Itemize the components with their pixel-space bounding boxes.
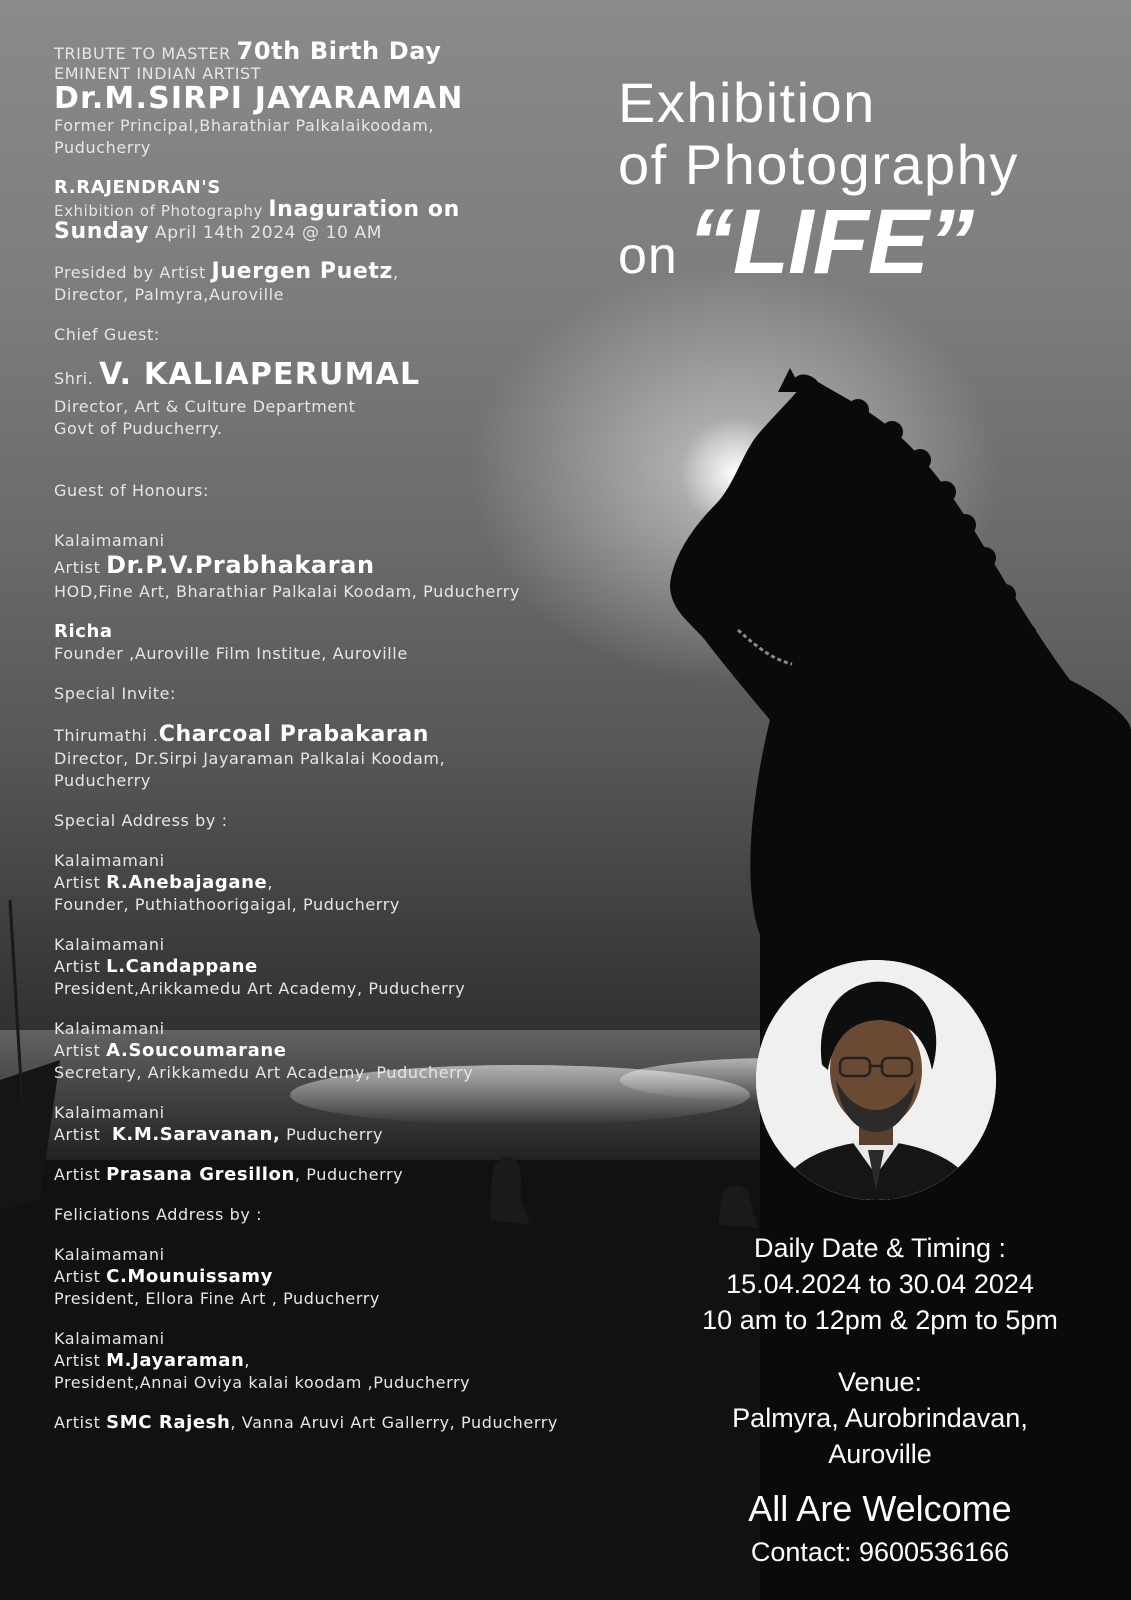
title-line-2: of Photography: [618, 133, 1019, 196]
addr1-role: Founder, Puthiathoorigaigal, Puducherry: [54, 895, 400, 914]
presided-line: Presided by Artist Juergen Puetz,: [54, 259, 399, 284]
addr3-role: Secretary, Arikkamedu Art Academy, Puducherry: [54, 1063, 474, 1082]
fel2-role: President,Annai Oviya kalai koodam ,Puducherry: [54, 1373, 471, 1392]
chief-guest-label: Chief Guest:: [54, 325, 160, 344]
addr2-title: Kalaimamani: [54, 935, 165, 954]
venue-line-1: Palmyra, Aurobrindavan,: [732, 1403, 1028, 1433]
guest1-line: Artist Dr.P.V.Prabhakaran: [54, 551, 375, 579]
venue-line-2: Auroville: [828, 1439, 932, 1469]
exhibition-line: Exhibition of Photography Inaguration on: [54, 197, 460, 222]
addr3-title: Kalaimamani: [54, 1019, 165, 1038]
exhibition-title: [618, 72, 1019, 302]
guests-label: Guest of Honours:: [54, 481, 209, 500]
fel1-line: Artist C.Mounuissamy: [54, 1266, 273, 1287]
invite-role-1: Director, Dr.Sirpi Jayaraman Palkalai Koodam,: [54, 749, 446, 768]
fel1-role: President, Ellora Fine Art , Puducherry: [54, 1289, 381, 1308]
invite-line: Thirumathi .Charcoal Prabakaran: [54, 722, 430, 747]
special-address-label: Special Address by :: [54, 811, 228, 830]
tribute-highlight: 70th Birth Day: [236, 37, 442, 65]
exhibitor-name: R.RAJENDRAN'S: [54, 177, 221, 198]
credits-column: [54, 37, 614, 1434]
fel3-line: Artist SMC Rajesh, Vanna Aruvi Art Gallerry, Puducherry: [54, 1412, 558, 1433]
invite-role-2: Puducherry: [54, 771, 151, 790]
addr3-line: Artist A.Soucoumarane: [54, 1040, 287, 1061]
guest2-role: Founder ,Auroville Film Institue, Auroville: [54, 644, 408, 663]
addr1-title: Kalaimamani: [54, 851, 165, 870]
addr1-line: Artist R.Anebajagane,: [54, 872, 274, 893]
special-invite-label: Special Invite:: [54, 684, 177, 703]
chief-guest-line: Shri. V. KALIAPERUMAL: [54, 357, 421, 392]
fel1-title: Kalaimamani: [54, 1245, 165, 1264]
schedule-block: [670, 1230, 1090, 1338]
guest1-role: HOD,Fine Art, Bharathiar Palkalai Koodam, Puducherry: [54, 582, 521, 601]
honoree-role-1: Former Principal,Bharathiar Palkalaikoodam,: [54, 116, 435, 135]
title-life: “LIFE”: [687, 191, 974, 293]
chief-guest-role-1: Director, Art & Culture Department: [54, 397, 356, 416]
welcome-text: All Are Welcome: [748, 1488, 1012, 1529]
tribute-line: TRIBUTE TO MASTER 70th Birth Day: [54, 37, 442, 65]
fel2-line: Artist M.Jayaraman,: [54, 1350, 251, 1371]
contact-text: Contact: 9600536166: [750, 1537, 1010, 1567]
eminent-line: EMINENT INDIAN ARTIST: [54, 64, 262, 83]
chief-guest-role-2: Govt of Puducherry.: [54, 419, 223, 438]
addr4-line: Artist K.M.Saravanan, Puducherry: [54, 1124, 384, 1145]
addr2-line: Artist L.Candappane: [54, 956, 258, 977]
artist-portrait: [756, 960, 996, 1200]
presided-role: Director, Palmyra,Auroville: [54, 285, 285, 304]
felicitations-label: Feliciations Address by :: [54, 1205, 263, 1224]
honoree-name: Dr.M.SIRPI JAYARAMAN: [54, 81, 464, 116]
honoree-role-2: Puducherry: [54, 138, 151, 157]
guest1-title: Kalaimamani: [54, 531, 165, 550]
schedule-dates: 15.04.2024 to 30.04 2024: [726, 1269, 1034, 1299]
guest2-name: Richa: [54, 621, 113, 642]
date-line: Sunday April 14th 2024 @ 10 AM: [54, 219, 382, 244]
addr5-line: Artist Prasana Gresillon, Puducherry: [54, 1164, 404, 1185]
schedule-label: Daily Date & Timing :: [753, 1233, 1007, 1263]
portrait-illustration: [756, 960, 996, 1200]
fel2-title: Kalaimamani: [54, 1329, 165, 1348]
venue-block: [670, 1364, 1090, 1472]
closing-block: [670, 1486, 1090, 1572]
addr2-role: President,Arikkamedu Art Academy, Puducherry: [54, 979, 466, 998]
title-line-1: Exhibition: [618, 71, 876, 134]
addr4-title: Kalaimamani: [54, 1103, 165, 1122]
venue-label: Venue:: [837, 1367, 923, 1397]
schedule-hours: 10 am to 12pm & 2pm to 5pm: [702, 1305, 1058, 1335]
title-line-3: on “LIFE”: [618, 191, 974, 293]
